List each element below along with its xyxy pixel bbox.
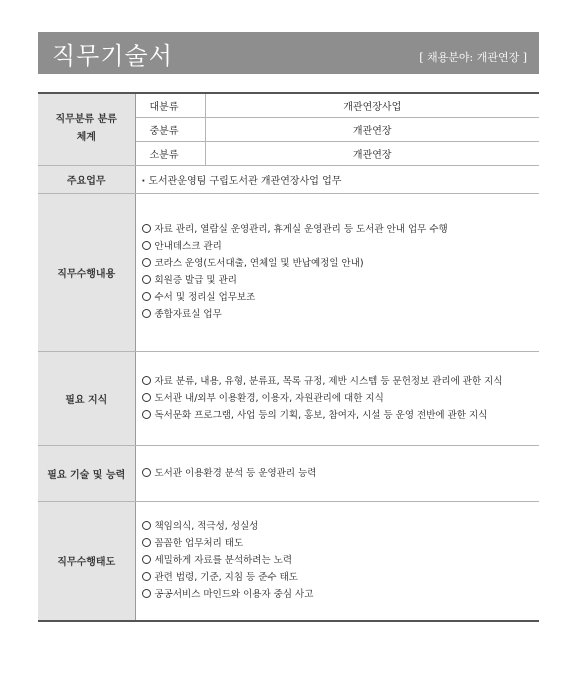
- duty-content-label: 직무수행내용: [38, 193, 135, 351]
- circle-bullet-icon: [142, 468, 151, 477]
- list-item: 책임의식, 적극성, 성실성: [142, 518, 540, 535]
- circle-bullet-icon: [142, 572, 151, 581]
- main-duty-text: 도서관운영팀 구립도서관 개관연장사업 업무: [148, 175, 342, 187]
- list-item: 자료 관리, 열람실 운영관리, 휴게실 운영관리 등 도서관 안내 업무 수행: [142, 221, 540, 238]
- list-item: 도서관 내/외부 이용환경, 이용자, 자원관리에 대한 지식: [142, 390, 540, 407]
- list-item: 코라스 운영(도서대출, 연체일 및 반납예정일 안내): [142, 255, 540, 272]
- classification-name: 소분류: [135, 141, 205, 165]
- main-duty-row: [38, 165, 539, 193]
- attitude-label: 직무수행태도: [38, 501, 135, 621]
- classification-value: 개관연장: [205, 117, 539, 141]
- classification-value: 개관연장: [205, 141, 539, 165]
- circle-bullet-icon: [142, 538, 151, 547]
- skills-label: 필요 기술 및 능력: [38, 445, 135, 501]
- classification-name: 중분류: [135, 117, 205, 141]
- recruitment-field: [ 채용분야: 개관연장 ]: [419, 51, 527, 64]
- list-item: 수서 및 정리실 업무보조: [142, 289, 540, 306]
- bullet-dot: ·: [141, 175, 146, 187]
- duty-content-row: [38, 193, 539, 351]
- circle-bullet-icon: [142, 292, 151, 301]
- circle-bullet-icon: [142, 224, 151, 233]
- knowledge-label: 필요 지식: [38, 351, 135, 445]
- circle-bullet-icon: [142, 555, 151, 564]
- circle-bullet-icon: [142, 410, 151, 419]
- circle-bullet-icon: [142, 258, 151, 267]
- circle-bullet-icon: [142, 521, 151, 530]
- classification-row-major: [38, 93, 539, 117]
- knowledge-list: [135, 351, 539, 445]
- circle-bullet-icon: [142, 589, 151, 598]
- attitude-row: [38, 501, 539, 621]
- list-item: 안내데스크 관리: [142, 238, 540, 255]
- classification-value: 개관연장사업: [205, 93, 539, 117]
- list-item: 도서관 이용환경 분석 등 운영관리 능력: [142, 465, 540, 482]
- classification-label: 직무분류 분류체계: [38, 93, 135, 165]
- list-item: 회원증 발급 및 관리: [142, 272, 540, 289]
- page-title: 직무기술서: [52, 42, 173, 70]
- main-duty-cell: [135, 165, 539, 193]
- list-item: 종합자료실 업무: [142, 306, 540, 323]
- skills-list: [135, 445, 539, 501]
- knowledge-row: [38, 351, 539, 445]
- circle-bullet-icon: [142, 275, 151, 284]
- job-description-table: [38, 92, 539, 622]
- circle-bullet-icon: [142, 393, 151, 402]
- header-banner: [38, 32, 539, 74]
- list-item: 독서문화 프로그램, 사업 등의 기획, 홍보, 참여자, 시설 등 운영 전반에 관한 지식: [142, 407, 540, 424]
- classification-name: 대분류: [135, 93, 205, 117]
- list-item: 관련 법령, 기준, 지침 등 준수 태도: [142, 569, 540, 586]
- list-item: 꼼꼼한 업무처리 태도: [142, 535, 540, 552]
- list-item: 자료 분류, 내용, 유형, 분류표, 목록 규정, 제반 시스템 등 문헌정보 관리에 관한 지식: [142, 373, 540, 390]
- skills-row: [38, 445, 539, 501]
- list-item: 세밀하게 자료를 분석하려는 노력: [142, 552, 540, 569]
- circle-bullet-icon: [142, 309, 151, 318]
- circle-bullet-icon: [142, 376, 151, 385]
- attitude-list: [135, 501, 539, 621]
- main-duty-label: 주요업무: [38, 165, 135, 193]
- list-item: 공공서비스 마인드와 이용자 중심 사고: [142, 586, 540, 603]
- duty-content-list: [135, 193, 539, 351]
- circle-bullet-icon: [142, 241, 151, 250]
